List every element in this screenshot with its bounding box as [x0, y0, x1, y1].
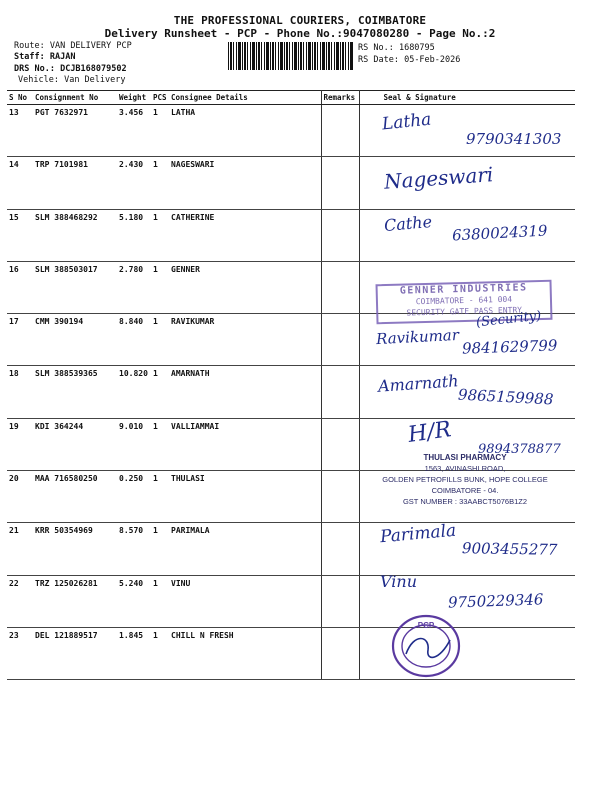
drs-line [14, 64, 127, 74]
cell-remarks [321, 471, 359, 523]
cell-consignment: SLM 388503017 [33, 261, 117, 313]
cell-pcs: 1 [151, 418, 169, 470]
table-header-row [7, 91, 575, 105]
cell-sno: 23 [7, 627, 33, 679]
cell-pcs: 1 [151, 157, 169, 209]
cell-sno: 16 [7, 261, 33, 313]
cell-remarks [321, 575, 359, 627]
handwritten-signature: Nageswari [383, 162, 495, 194]
cell-weight: 10.820 [117, 366, 151, 418]
handwritten-phone: 9865159988 [457, 385, 554, 409]
cell-sno: 14 [7, 157, 33, 209]
cell-sno: 15 [7, 209, 33, 261]
vehicle-label: Vehicle: [18, 75, 59, 85]
barcode [228, 42, 354, 70]
handwritten-signature: Vinu [380, 572, 417, 591]
seal-signature-stroke [406, 639, 450, 658]
rs-date-value: 05-Feb-2026 [404, 55, 461, 65]
cell-pcs: 1 [151, 523, 169, 575]
cell-pcs: 1 [151, 209, 169, 261]
handwritten-signature: Amarnath [377, 371, 460, 396]
route-label: Route: [14, 41, 45, 51]
cell-remarks [321, 157, 359, 209]
cell-weight: 8.840 [117, 314, 151, 366]
genner-industries-stamp: GENNER INDUSTRIES COIMBATORE - 641 004 SECURITY GATE PASS ENTRY [376, 280, 553, 325]
cell-remarks [321, 366, 359, 418]
cell-pcs: 1 [151, 471, 169, 523]
cell-weight: 5.180 [117, 209, 151, 261]
cell-consignment: SLM 388468292 [33, 209, 117, 261]
table-row [7, 627, 575, 679]
cell-remarks [321, 261, 359, 313]
cell-pcs: 1 [151, 261, 169, 313]
cell-pcs: 1 [151, 627, 169, 679]
cell-consignee: THULASI [169, 471, 321, 523]
cell-remarks [321, 627, 359, 679]
cell-consignment: DEL 121889517 [33, 627, 117, 679]
cell-pcs: 1 [151, 366, 169, 418]
cell-remarks [321, 418, 359, 470]
handwritten-phone: 9841629799 [461, 336, 558, 358]
cell-pcs: 1 [151, 314, 169, 366]
rs-no-label: RS No.: [358, 43, 394, 53]
col-consignee: Consignee Details [169, 91, 321, 105]
cell-sno: 19 [7, 418, 33, 470]
drs-value: DCJB168079502 [60, 64, 127, 74]
handwritten-signature: Cathe [383, 211, 433, 236]
staff-label: Staff: [14, 52, 45, 62]
cell-consignment: MAA 716580250 [33, 471, 117, 523]
staff-line [14, 52, 75, 62]
cell-remarks [321, 105, 359, 157]
handwritten-phone: 9790341303 [466, 130, 562, 148]
cell-consignee: RAVIKUMAR [169, 314, 321, 366]
cell-consignee: NAGESWARI [169, 157, 321, 209]
seal-text: PCP [417, 621, 435, 630]
col-weight: Weight [117, 91, 151, 105]
cell-consignee: CATHERINE [169, 209, 321, 261]
cell-consignee: CHILL N FRESH [169, 627, 321, 679]
handwritten-phone: 9894378877 [478, 442, 561, 457]
cell-consignee: LATHA [169, 105, 321, 157]
vehicle-line [18, 75, 126, 85]
handwritten-signature: Parimala [379, 520, 457, 548]
cell-remarks [321, 209, 359, 261]
round-company-seal [384, 610, 474, 680]
drs-label: DRS No.: [14, 64, 55, 74]
cell-sno: 17 [7, 314, 33, 366]
cell-weight: 2.430 [117, 157, 151, 209]
cell-remarks [321, 523, 359, 575]
cell-consignee: GENNER [169, 261, 321, 313]
staff-value: RAJAN [49, 52, 76, 62]
handwritten-note: (Security) [475, 308, 542, 331]
cell-consignment: PGT 7632971 [33, 105, 117, 157]
col-consignment: Consignment No [33, 91, 117, 105]
col-remarks: Remarks [321, 91, 359, 105]
company-title: THE PROFESSIONAL COURIERS, COIMBATORE [173, 14, 427, 27]
cell-consignee: VINU [169, 575, 321, 627]
cell-consignee: PARIMALA [169, 523, 321, 575]
vehicle-value: Van Delivery [64, 75, 126, 85]
handwritten-phone: 6380024319 [451, 221, 548, 245]
cell-sno: 13 [7, 105, 33, 157]
cell-weight: 9.010 [117, 418, 151, 470]
cell-weight: 5.240 [117, 575, 151, 627]
cell-consignment: TRZ 125026281 [33, 575, 117, 627]
thulasi-pharmacy-stamp: THULASI PHARMACY 1563, AVINASHI ROAD, GOLDEN PETROFILLS BUNK, HOPE COLLEGE COIMBATORE - 04. GST NUMBER : 33AABCT5076B1Z2 [382, 453, 548, 506]
cell-consignment: TRP 7101981 [33, 157, 117, 209]
cell-sno: 21 [7, 523, 33, 575]
cell-consignee: VALLIAMMAI [169, 418, 321, 470]
cell-consignee: AMARNATH [169, 366, 321, 418]
cell-remarks [321, 314, 359, 366]
rs-no-value: 1680795 [398, 43, 435, 53]
handwritten-signature: Latha [381, 109, 433, 135]
runsheet-subtitle: Delivery Runsheet - PCP - Phone No.:9047080280 - Page No.:2 [104, 27, 496, 40]
col-sno: S No [7, 91, 33, 105]
rs-date-line [358, 55, 460, 65]
cell-sno: 20 [7, 471, 33, 523]
handwritten-signature: Ravikumar [375, 325, 460, 349]
rs-date-label: RS Date: [358, 55, 399, 65]
col-pcs: PCS [151, 91, 169, 105]
cell-sno: 22 [7, 575, 33, 627]
cell-consignment: KDI 364244 [33, 418, 117, 470]
cell-pcs: 1 [151, 575, 169, 627]
col-seal-signature: Seal & Signature [359, 91, 575, 105]
handwritten-phone: 9750229346 [447, 590, 544, 612]
cell-weight: 0.250 [117, 471, 151, 523]
route-value: VAN DELIVERY PCP [49, 41, 132, 51]
cell-consignment: KRR 50354969 [33, 523, 117, 575]
handwritten-signature: H/R [406, 417, 453, 448]
cell-consignment: SLM 388539365 [33, 366, 117, 418]
cell-weight: 1.845 [117, 627, 151, 679]
cell-pcs: 1 [151, 105, 169, 157]
route-line [14, 41, 132, 51]
cell-consignment: CMM 390194 [33, 314, 117, 366]
handwritten-phone: 9003455277 [461, 539, 558, 559]
cell-weight: 3.456 [117, 105, 151, 157]
rs-no-line [358, 43, 435, 53]
cell-weight: 8.570 [117, 523, 151, 575]
cell-sno: 18 [7, 366, 33, 418]
cell-weight: 2.780 [117, 261, 151, 313]
